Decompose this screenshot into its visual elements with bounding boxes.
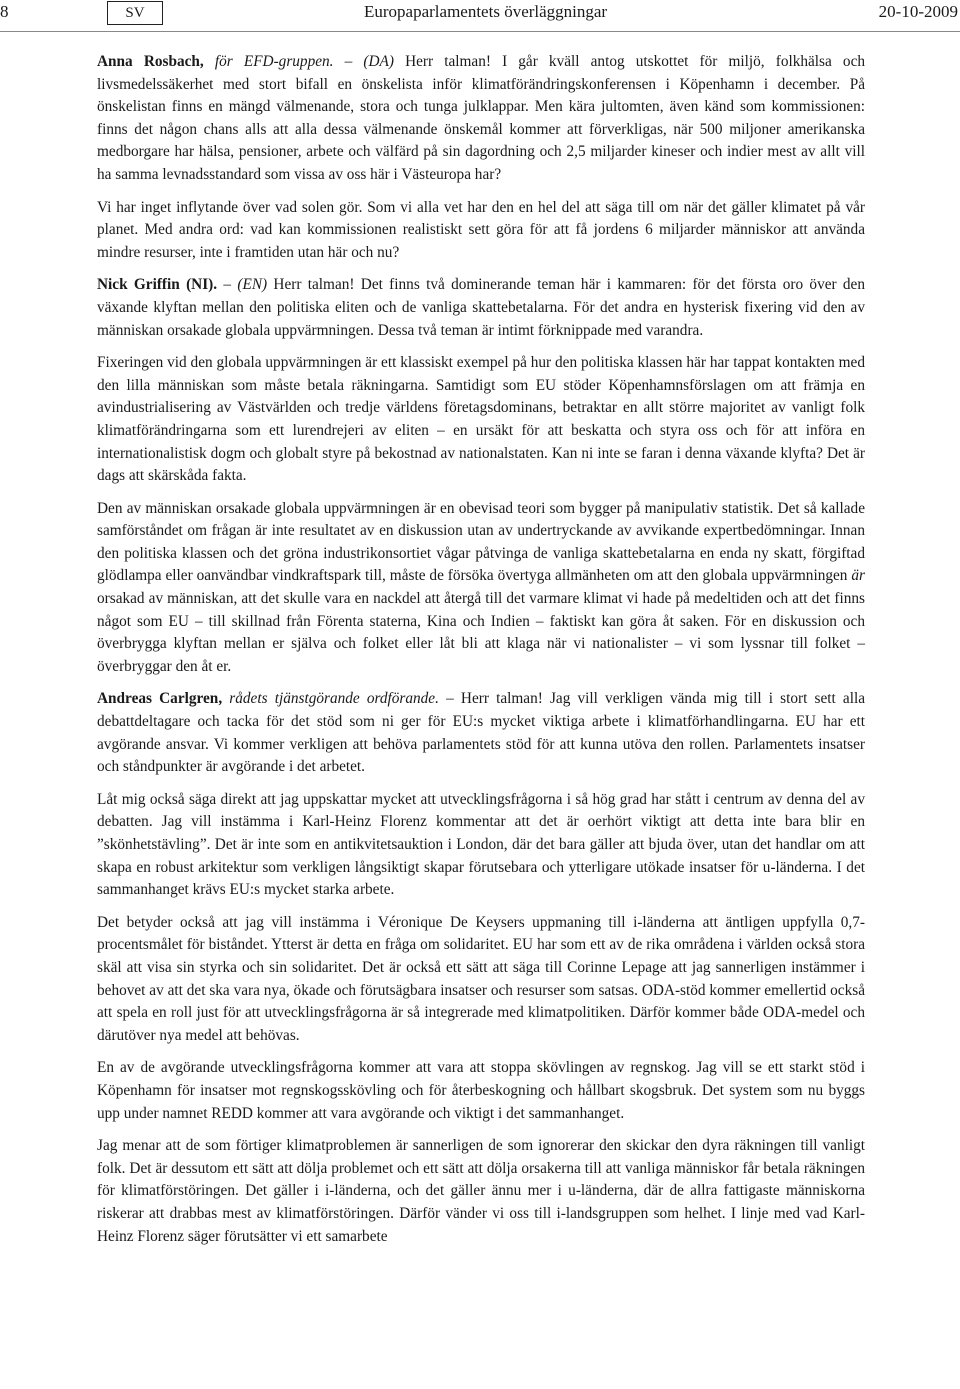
paragraph-rosbach-1 — [97, 51, 865, 187]
paragraph-text: Herr talman! Det finns två dominerande teman här i kammaren: för det första oro över den växande klyftan mellan den politiska eliten och de vanliga skattebetalarna. För det andra en hysterisk fixering vid den av människan orsakade globala uppvärmningen. Dessa två teman är intimt förknippade med varandra. — [97, 276, 865, 339]
page-number: 8 — [0, 2, 9, 21]
speaker-name: Nick Griffin (NI). — [97, 276, 218, 294]
paragraph-text-start: Den av människan orsakade globala uppvärmningen är en obevisad teori som bygger på manipulativ statistik. Det så kallade samförståndet om frågan är inte resultatet av en diskussion utan av undertryckande av avvikande expertbedömningar. Innan den politiska klassen och det gröna industrikonsortiet vågar påtvinga de vanliga skattebetalarna en enda ny skatt, förgiftad glödlampa eller oanvändbar vindkraftspark till, måste de försöka övertyga allmänheten om att den globala uppvärmningen — [97, 499, 865, 585]
paragraph-carlgren-2: Låt mig också säga direkt att jag uppskattar mycket att utvecklingsfrågorna i så hög grad har stått i centrum av denna del av debatten. Jag vill instämma i Karl-Heinz Florenz kommentar att det är oerhört viktigt att detta inte bara blir en ”skönhetstävling”. Det är inte som en antikvitetsauktion i London, där det bara gäller att bjuda över, utan det handlar om att skapa en robust arkitektur som verkligen långsiktigt skapar förutsebara och ytterligare utökade insatser för u-länderna. I det sammanhanget krävs EU:s mycket starka arbete. — [97, 790, 865, 899]
paragraph-griffin-2: Fixeringen vid den globala uppvärmningen är ett klassiskt exempel på hur den politiska klassen här har tappat kontakten med den lilla människan som måste betala räkningarna. Samtidigt som EU stöder Köpenhamnsförslagen om att främja en avindustrialisering av Västvärlden och tredje världens företagsdominans, betraktar en allt större majoritet av vanligt folk klimatförändringarna som ett lurendrejeri av eliten – en ursäkt för att beskatta och styra oss och för att införa en internationalistisk dogm och globalt styre på bekostnad av nationalstaten. Kan ni inte se faran i denna växande klyfta? Det är dags att skärskåda fakta. — [97, 354, 865, 485]
paragraph-griffin-3 — [97, 498, 865, 679]
paragraph-text: Herr talman! I går kväll antog utskottet för miljö, folkhälsa och livsmedelssäkerhet med stort bifall en önskelista inför klimatförändringskonferensen i Köpenhamn i december. På önskelistan finns en mängd välmenande, stora och tunga julklappar. Men kära jultomten, även känd som kommissionen: finns det någon chans alls att alla dessa välmenande önskemål kommer att förverkligas, när 500 miljoner amerikanska medborgare har hälsa, pensioner, arbete och välfärd på sin dagordning och 2,5 miljarder kineser och indier mest av allt vill ha samma levnadsstandard som vissa av oss här i Västeuropa har? — [97, 53, 866, 183]
speaker-dash: – — [217, 276, 238, 294]
journal-title: Europaparlamentets överläggningar — [364, 2, 608, 21]
session-date: 20-10-2009 — [878, 2, 958, 21]
language-tag: (EN) — [237, 276, 268, 294]
header-divider — [0, 31, 960, 32]
paragraph-carlgren-4: En av de avgörande utvecklingsfrågorna kommer att vara att stoppa skövlingen av regnskog. Jag vill se ett starkt stöd i Köpenhamn för insatser mot regnskogsskövling och för återbeskogning och hållbart skogsbruk. Det system som nu byggs upp under namnet REDD kommer att vara avgörande och viktigt i det sammanhanget. — [97, 1059, 865, 1122]
language-tag: (DA) — [363, 53, 394, 70]
paragraph-carlgren-5: Jag menar att de som förtiger klimatproblemen är sannerligen de som ignorerar den skickar den dyra räkningen till vanligt folk. Det är dessutom ett sätt att dölja problemet och ett sätt att dölja orsakerna till att vanliga människor får betala räkningen för klimatförstöringen. Det gäller i i-länderna, och det gäller ännu mer i u-länderna, där de allra fattigaste människorna riskerar att drabbas mest av klimatförstöringen. Därför vänder vi oss till i-landsgruppen som helhet. I linje med vad Karl-Heinz Florenz säger förutsätter vi ett samarbete — [97, 1137, 865, 1245]
paragraph-carlgren-1 — [97, 688, 865, 778]
speaker-role: för EFD-gruppen. — [214, 53, 334, 70]
paragraph-text: Herr talman! Jag vill verkligen vända mig till i stort sett alla debattdeltagare och tacka för det stöd som ni ger för EU:s mycket viktiga arbete i klimatförhandlingarna. EU har ett avgörande ansvar. Vi kommer verkligen att behöva parlamentets stöd för att kunna utöva den rollen. Parlamentets insatser och ståndpunkter är avgörande i det arbetet. — [97, 690, 865, 776]
speaker-name: Anna Rosbach, — [97, 53, 204, 70]
speaker-dash: – — [438, 690, 461, 708]
emphasis-word: är — [851, 567, 865, 585]
paragraph-carlgren-3: Det betyder också att jag vill instämma i Véronique De Keysers uppmaning till i-länderna att äntligen uppfylla 0,7-procentsmålet för biståndet. Ytterst är detta en fråga om solidaritet. EU har som ett av de rika områdena i världen också stora skäl att visa sin styrka och sin solidaritet. Det är också ett sätt att säga till Corinne Lepage att jag sannerligen instämmer i behovet av att det ska vara nya, ökade och förutsägbara insatser och resurser som satsas. ODA-stöd kommer emellertid också att spela en roll just för att utvecklingsfrågorna är så integrerade med klimatpolitiken. Därför kommer både ODA-medel och därutöver nya medel att behövas. — [97, 913, 865, 1044]
paragraph-rosbach-2: Vi har inget inflytande över vad solen gör. Som vi alla vet har den en hel del att säga till om när det gäller klimatet på vår planet. Med andra ord: vad kan kommissionen realistiskt sett göra för att få jordens 6 miljarder människor att använda mindre resurser, inte i framtiden utan här och nu? — [97, 198, 865, 261]
speaker-role: rådets tjänstgörande ordförande. — [229, 690, 439, 708]
language-code-box: SV — [107, 1, 163, 25]
paragraph-text-end: orsakad av människan, att det skulle vara en nackdel att återgå till det varmare klimat vi hade på medeltiden och att det finns något som EU – till skillnad från Förenta staterna, Kina och Indien – faktiskt kan göra åt saken. För en diskussion och överbrygga klyftan mellan er själva och folket eller låt bli att klaga när vi nationalister – vi som lyssnar till folket – överbryggar den åt er. — [97, 590, 865, 675]
paragraph-griffin-1 — [97, 274, 865, 342]
page-header — [0, 0, 960, 32]
speaker-dash: – — [333, 53, 364, 70]
speaker-name: Andreas Carlgren, — [97, 690, 223, 708]
debate-text — [97, 51, 865, 1258]
